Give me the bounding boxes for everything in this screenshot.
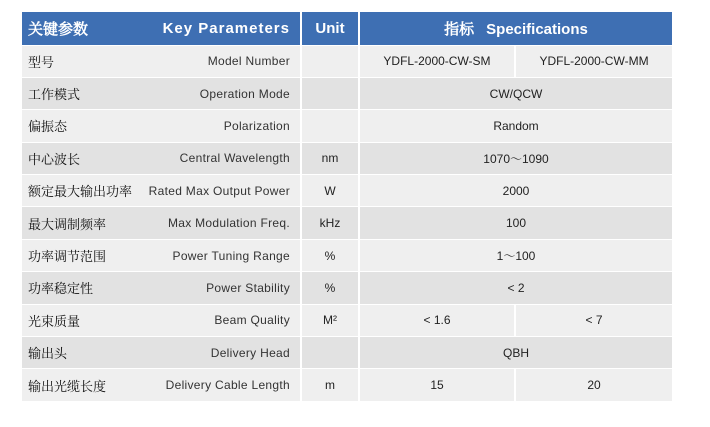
param-zh: 输出光缆长度 <box>28 378 107 394</box>
param-zh: 中心波长 <box>28 151 81 167</box>
param-en: Operation Mode <box>199 86 290 101</box>
param-zh: 功率稳定性 <box>28 281 94 297</box>
row-central-wavelength <box>22 142 672 174</box>
param-en: Power Tuning Range <box>172 248 290 263</box>
row-delivery-cable-length <box>22 369 672 401</box>
value-cell: Random <box>359 110 672 142</box>
param-zh: 工作模式 <box>28 87 81 103</box>
header-key-zh: 关键参数 <box>28 20 89 38</box>
unit-cell: % <box>301 239 359 271</box>
param-en: Model Number <box>207 54 290 69</box>
param-zh: 功率调节范围 <box>28 249 107 265</box>
value-cell: 1070～1090 <box>359 142 672 174</box>
unit-cell <box>301 337 359 369</box>
value-sm: < 1.6 <box>359 304 515 336</box>
param-en: Delivery Cable Length <box>165 378 290 393</box>
param-cell <box>22 272 301 304</box>
header-unit: Unit <box>301 12 359 45</box>
param-en: Beam Quality <box>214 313 290 328</box>
header-spec-en: Specifications <box>486 20 588 38</box>
header-key-parameters <box>22 12 301 45</box>
param-zh: 型号 <box>28 54 55 70</box>
value-cell: CW/QCW <box>359 77 672 109</box>
param-zh: 光束质量 <box>28 313 81 329</box>
spec-table <box>22 12 672 401</box>
unit-cell: W <box>301 175 359 207</box>
param-zh: 额定最大输出功率 <box>28 184 133 200</box>
value-cell: 2000 <box>359 175 672 207</box>
unit-cell <box>301 77 359 109</box>
param-cell <box>22 142 301 174</box>
header-row <box>22 12 672 45</box>
param-cell <box>22 369 301 401</box>
value-cell: < 2 <box>359 272 672 304</box>
row-power-stability <box>22 272 672 304</box>
value-sm: 15 <box>359 369 515 401</box>
unit-cell <box>301 110 359 142</box>
row-delivery-head <box>22 337 672 369</box>
param-en: Rated Max Output Power <box>148 183 290 198</box>
param-en: Max Modulation Freq. <box>167 216 290 231</box>
value-cell: 1～100 <box>359 239 672 271</box>
param-cell <box>22 45 301 77</box>
param-cell <box>22 337 301 369</box>
param-cell <box>22 110 301 142</box>
param-zh: 最大调制频率 <box>28 216 107 232</box>
header-specifications <box>359 12 672 45</box>
row-max-modulation-freq <box>22 207 672 239</box>
unit-cell: nm <box>301 142 359 174</box>
param-cell <box>22 175 301 207</box>
value-mm: < 7 <box>515 304 672 336</box>
param-en: Central Wavelength <box>179 151 290 166</box>
param-en: Polarization <box>223 118 290 133</box>
param-cell <box>22 304 301 336</box>
param-zh: 偏振态 <box>28 119 68 135</box>
unit-cell <box>301 45 359 77</box>
row-polarization <box>22 110 672 142</box>
row-power-tuning-range <box>22 239 672 271</box>
param-zh: 输出头 <box>28 346 68 362</box>
value-mm: YDFL-2000-CW-MM <box>515 45 672 77</box>
value-cell: QBH <box>359 337 672 369</box>
header-spec-zh: 指标 <box>444 20 475 38</box>
param-en: Delivery Head <box>210 345 290 360</box>
unit-cell: % <box>301 272 359 304</box>
row-operation-mode <box>22 77 672 109</box>
value-cell: 100 <box>359 207 672 239</box>
param-cell <box>22 207 301 239</box>
value-mm: 20 <box>515 369 672 401</box>
param-cell <box>22 77 301 109</box>
unit-cell: kHz <box>301 207 359 239</box>
param-en: Power Stability <box>206 280 290 295</box>
param-cell <box>22 239 301 271</box>
unit-cell: M² <box>301 304 359 336</box>
row-rated-max-output-power <box>22 175 672 207</box>
row-beam-quality <box>22 304 672 336</box>
value-sm: YDFL-2000-CW-SM <box>359 45 515 77</box>
unit-cell: m <box>301 369 359 401</box>
header-key-en: Key Parameters <box>162 19 290 37</box>
row-model-number <box>22 45 672 77</box>
